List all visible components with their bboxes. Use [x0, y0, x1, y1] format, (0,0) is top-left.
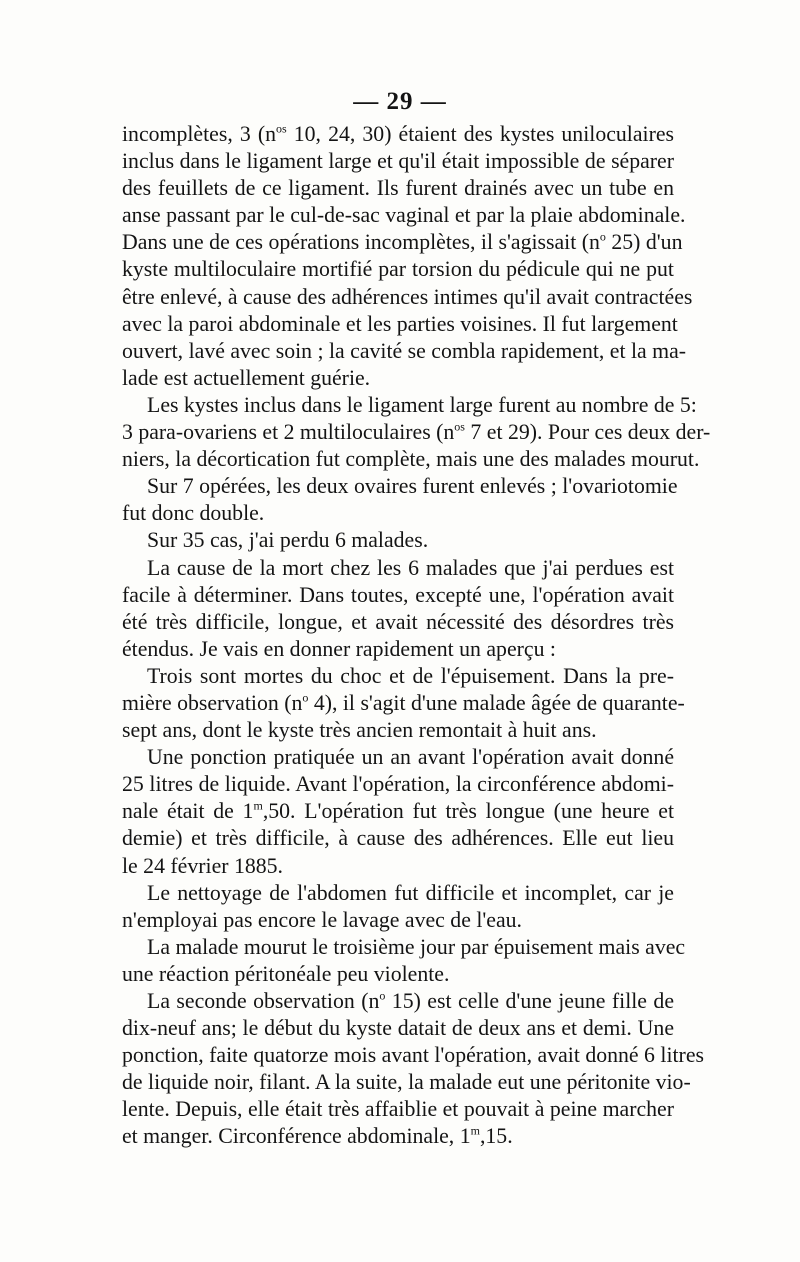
text-line	[122, 365, 674, 392]
text-line	[122, 880, 674, 907]
text-line	[122, 744, 674, 771]
text-line	[122, 555, 674, 582]
text-line-segment: kyste multiloculaire mortifié par torsion du pédicule qui ne put	[122, 257, 674, 282]
text-line	[122, 256, 674, 283]
text-line-segment: Le nettoyage de l'abdomen fut difficile et incomplet, car je	[147, 880, 674, 905]
text-line	[122, 988, 674, 1015]
text-line-segment: lade est actuellement guérie.	[122, 365, 371, 390]
text-line	[122, 419, 711, 446]
text-line	[122, 853, 674, 880]
text-line-segment: La malade mourut le troisième jour par épuisement mais avec	[147, 934, 686, 959]
text-line-segment: ouvert, lavé avec soin ; la cavité se combla rapidement, et la ma-	[122, 338, 687, 363]
text-line-segment: Trois sont mortes du choc et de l'épuisement. Dans la pre-	[147, 663, 674, 688]
text-line	[122, 284, 693, 311]
text-line-segment: lente. Depuis, elle était très affaiblie et pouvait à peine marcher	[122, 1097, 674, 1122]
text-line-segment: ponction, faite quatorze mois avant l'opération, avait donné 6 litres	[122, 1043, 704, 1068]
text-line-segment: Les kystes inclus dans le ligament large furent au nombre de 5:	[147, 392, 697, 417]
text-line	[122, 798, 674, 825]
text-line-segment: été très difficile, longue, et avait nécessité des désordres très	[122, 609, 674, 634]
text-line-segment: 25) d'un	[605, 230, 683, 255]
text-line	[122, 446, 700, 473]
text-line-segment: demie) et très difficile, à cause des adhérences. Elle eut lieu	[122, 826, 674, 851]
text-line	[122, 1015, 674, 1042]
text-line-segment: 7 et 29). Pour ces deux der-	[464, 420, 711, 445]
superscript: o	[302, 690, 309, 705]
text-line	[122, 392, 697, 419]
text-line-segment: une réaction péritonéale peu violente.	[122, 961, 450, 986]
superscript: o	[599, 230, 606, 245]
text-line	[122, 1096, 674, 1123]
text-line	[122, 636, 674, 663]
text-line-segment: avec la paroi abdominale et les parties voisines. Il fut largement	[122, 311, 678, 336]
text-line-segment: Une ponction pratiquée un an avant l'opération avait donné	[147, 745, 674, 770]
text-line-segment: fut donc double.	[122, 501, 265, 526]
text-line-segment: anse passant par le cul-de-sac vaginal et par la plaie abdominale.	[122, 203, 686, 228]
text-line	[122, 311, 678, 338]
text-line	[122, 500, 674, 527]
text-line-segment: ,15.	[479, 1124, 513, 1149]
text-line-segment: La seconde observation (n	[147, 989, 380, 1013]
page-number: — 29 —	[353, 88, 447, 115]
text-line-segment: 3 para-ovariens et 2 multiloculaires (n	[122, 420, 455, 445]
text-line	[122, 175, 674, 202]
superscript: os	[454, 419, 465, 434]
text-line-segment: et manger. Circonférence abdominale, 1	[122, 1124, 471, 1149]
text-line-segment: de liquide noir, filant. A la suite, la malade eut une péritonite vio-	[122, 1070, 691, 1095]
text-line	[122, 121, 674, 148]
text-line	[122, 961, 674, 988]
text-line-segment: 10, 24, 30) étaient des kystes uniloculaires	[286, 122, 674, 146]
text-line	[122, 907, 674, 934]
text-line-segment: mière observation (n	[122, 690, 303, 715]
superscript: o	[379, 988, 386, 1003]
text-line	[122, 582, 674, 609]
text-line	[122, 473, 678, 500]
text-line-segment: niers, la décortication fut complète, mais une des malades mourut.	[122, 447, 700, 472]
text-line	[122, 934, 686, 961]
text-line	[122, 338, 687, 365]
body-text	[122, 121, 711, 1151]
text-line-segment: être enlevé, à cause des adhérences intimes qu'il avait contractées	[122, 284, 693, 309]
text-line	[122, 202, 686, 229]
text-line-segment: 15) est celle d'une jeune fille de	[385, 989, 674, 1013]
text-line-segment: 25 litres de liquide. Avant l'opération, la circonférence abdomi-	[122, 772, 674, 797]
text-line	[122, 609, 674, 636]
text-line-segment: le 24 février 1885.	[122, 853, 283, 878]
text-line	[122, 690, 685, 717]
text-line-segment: facile à déterminer. Dans toutes, excepté une, l'opération avait	[122, 582, 674, 607]
text-line	[122, 825, 674, 852]
text-line	[122, 1069, 691, 1096]
text-line-segment: dix-neuf ans; le début du kyste datait de deux ans et demi. Une	[122, 1016, 674, 1041]
text-line	[122, 1123, 674, 1150]
text-line-segment: n'employai pas encore le lavage avec de l'eau.	[122, 907, 522, 932]
superscript: m	[253, 799, 263, 814]
text-line-segment: Dans une de ces opérations incomplètes, il s'agissait (n	[122, 230, 600, 255]
text-line-segment: des feuillets de ce ligament. Ils furent drainés avec un tube en	[122, 176, 674, 201]
superscript: os	[276, 121, 287, 136]
text-line-segment: étendus. Je vais en donner rapidement un aperçu :	[122, 636, 556, 661]
text-line	[122, 771, 674, 798]
text-line-segment: nale était de 1	[122, 799, 254, 824]
text-line-segment: La cause de la mort chez les 6 malades que j'ai perdues est	[147, 555, 674, 580]
text-line-segment: Sur 35 cas, j'ai perdu 6 malades.	[147, 528, 429, 553]
text-line-segment: 4), il s'agit d'une malade âgée de quarante-	[308, 690, 685, 715]
text-line-segment: Sur 7 opérées, les deux ovaires furent enlevés ; l'ovariotomie	[147, 474, 678, 499]
text-line-segment: incomplètes, 3 (n	[122, 122, 276, 146]
text-line-segment: inclus dans le ligament large et qu'il était impossible de séparer	[122, 149, 674, 174]
text-line	[122, 148, 674, 175]
text-line	[122, 229, 683, 256]
superscript: m	[470, 1124, 480, 1139]
text-line	[122, 717, 674, 744]
text-line	[122, 527, 674, 554]
text-line-segment: sept ans, dont le kyste très ancien remontait à huit ans.	[122, 718, 597, 743]
text-line-segment: ,50. L'opération fut très longue (une heure et	[262, 799, 674, 824]
text-line	[122, 663, 674, 690]
text-line	[122, 1042, 704, 1069]
